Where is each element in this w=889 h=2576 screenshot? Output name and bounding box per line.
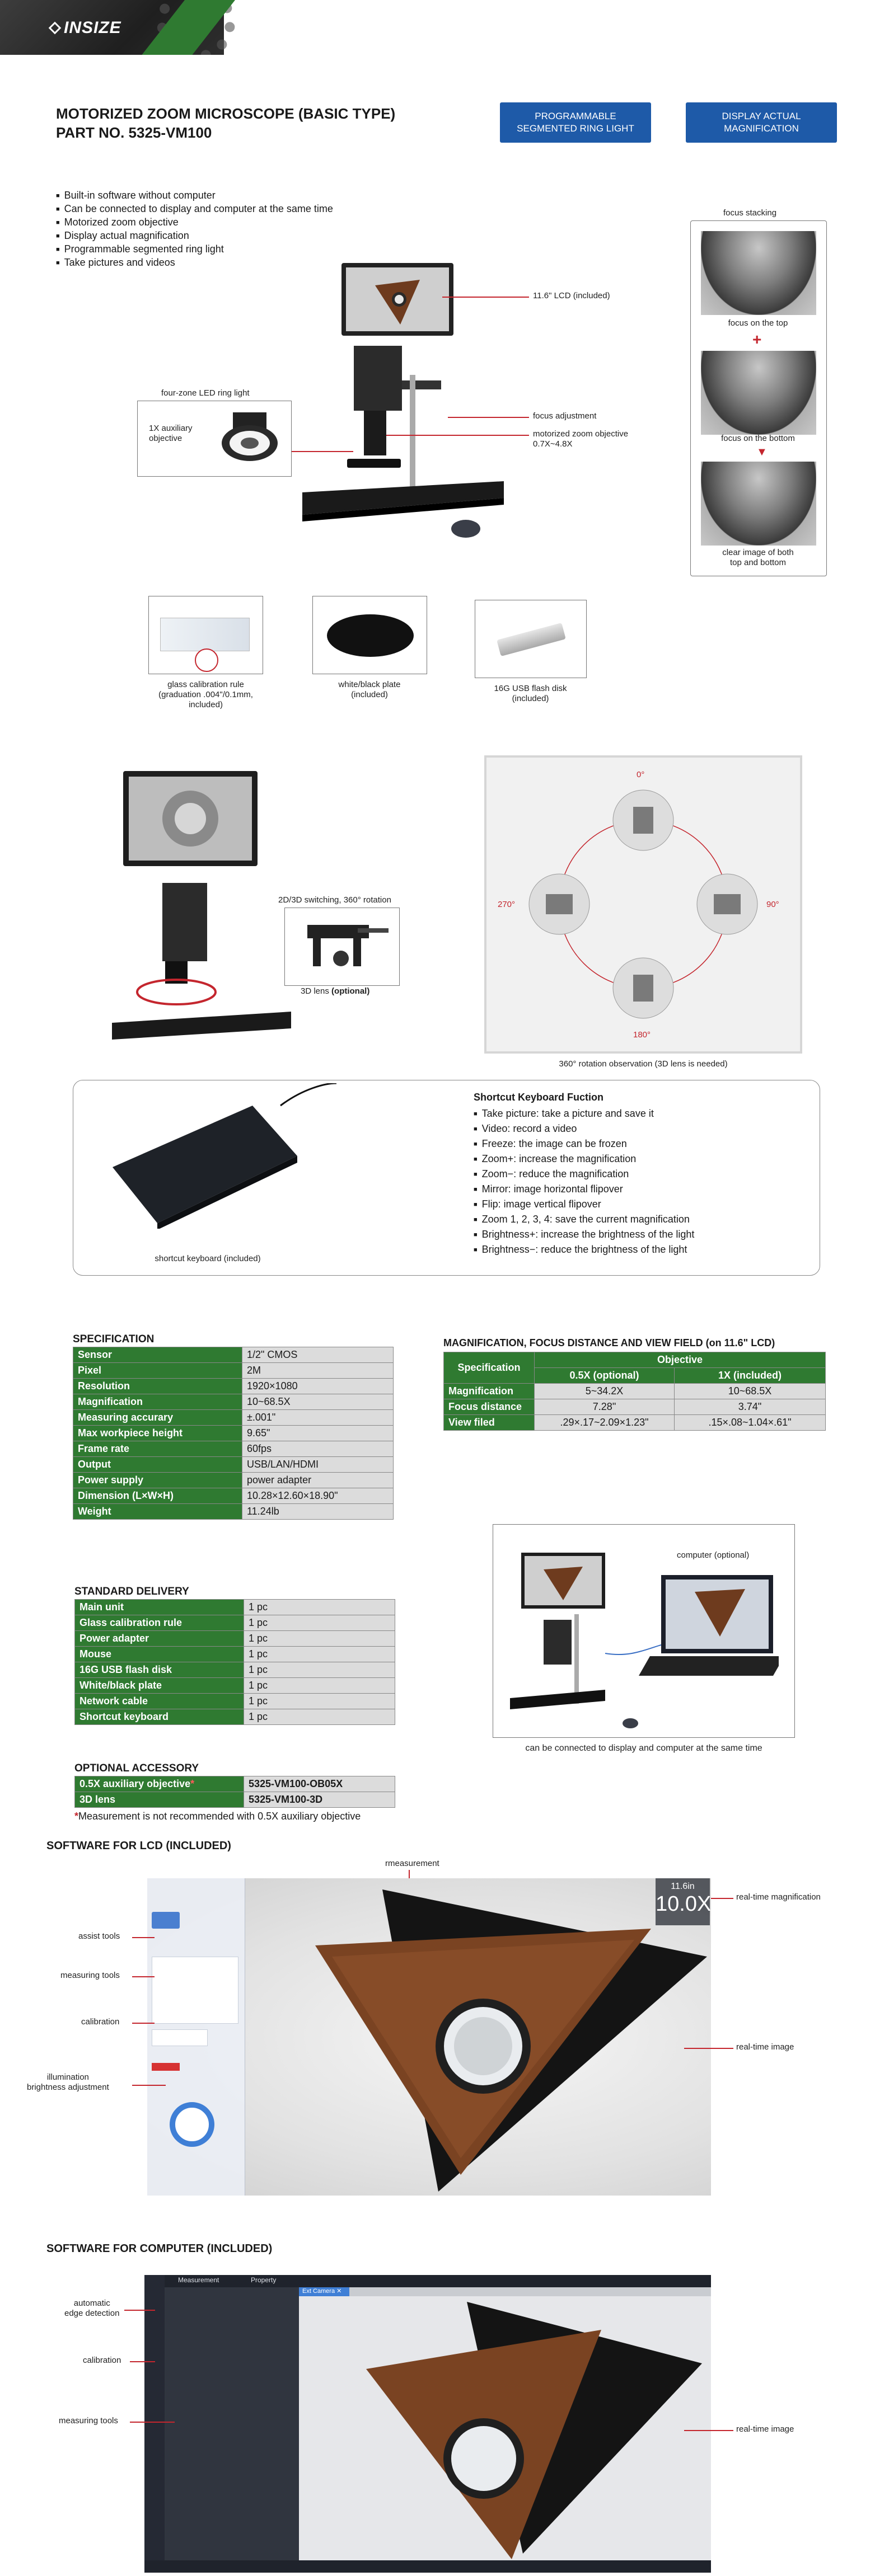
focus-adjust-label: focus adjustment (533, 411, 597, 421)
record-indicator (152, 2063, 180, 2071)
tab-property[interactable]: Property (251, 2276, 277, 2284)
magnification-table (443, 1352, 826, 1431)
calibration-callout: calibration (81, 2017, 120, 2027)
table-row: 0.5X auxiliary objective* 5325-VM100-OB05X (75, 1776, 395, 1792)
rotation-panel (484, 755, 802, 1054)
software-pc-heading: SOFTWARE FOR COMPUTER (INCLUDED) (46, 2243, 273, 2255)
table-row: Power supply power adapter (73, 1473, 394, 1488)
table-row: 3D lens 5325-VM100-3D (75, 1792, 395, 1808)
aux-objective-leader (292, 451, 353, 452)
zoom-objective-label: motorized zoom objective 0.7X~4.8X (533, 429, 629, 449)
3d-lens-photo (291, 919, 391, 970)
product-title (56, 104, 395, 142)
table-row: Max workpiece height 9.65" (73, 1426, 394, 1441)
pc-live-image (299, 2296, 711, 2560)
table-row: Frame rate 60fps (73, 1441, 394, 1457)
keyboard-function-item: ■ Brightness−: reduce the brightness of the light (474, 1242, 694, 1257)
lcd-leader (442, 297, 529, 298)
lcd-toolbar-panel (147, 1878, 245, 2196)
table-row: View filed .29×.17~2.09×1.23" .15×.08~1.04×.61" (444, 1415, 826, 1431)
pc-calibration-leader (130, 2361, 155, 2362)
specification-heading: SPECIFICATION (73, 1333, 155, 1345)
standard-delivery-heading: STANDARD DELIVERY (74, 1586, 189, 1597)
keyboard-title: Shortcut Keyboard Fuction (474, 1092, 604, 1103)
insize-logo (50, 17, 146, 39)
pc-realtime-image-leader (684, 2430, 733, 2431)
measurement-note: *Measurement is not recommended with 0.5X auxiliary objective (74, 1811, 361, 1822)
magnification-readout: 11.6in 10.0X (656, 1878, 710, 1925)
angle-label-180: 180° (633, 1030, 651, 1040)
pc-calibration-callout: calibration (83, 2356, 121, 2365)
table-row: 16G USB flash disk 1 pc (75, 1662, 395, 1678)
header-banner (0, 0, 889, 55)
zoom-objective-leader (386, 435, 529, 436)
3d-lens-label: 3D lens (optional) (301, 986, 370, 996)
calibration-field[interactable] (152, 2029, 208, 2046)
optional-accessory-heading: OPTIONAL ACCESSORY (74, 1762, 199, 1774)
focus-adjust-leader (448, 417, 529, 418)
realtime-image-leader (684, 2048, 733, 2049)
magnification-heading: MAGNIFICATION, FOCUS DISTANCE AND VIEW FIELD (on 11.6" LCD) (443, 1337, 775, 1348)
logo-text: INSIZE (64, 18, 121, 37)
tab-measurement[interactable]: Measurement (178, 2276, 219, 2284)
badge-ring-light: PROGRAMMABLE SEGMENTED RING LIGHT (500, 102, 651, 143)
table-row: Output USB/LAN/HDMI (73, 1457, 394, 1473)
keyboard-function-item: ■ Zoom−: reduce the magnification (474, 1167, 694, 1182)
computer-connect-caption: can be connected to display and computer at the same time (525, 1743, 762, 1753)
keyboard-function-list (474, 1106, 694, 1257)
keyboard-illustration (113, 1083, 336, 1229)
focus-stacking-title: focus stacking (723, 208, 777, 218)
3d-lens-inset (284, 908, 400, 986)
part-number: PART NO. 5325-VM100 (56, 124, 212, 141)
table-row: Focus distance 7.28" 3.74" (444, 1399, 826, 1415)
camera-tab[interactable]: Ext Camera ✕ (299, 2287, 349, 2296)
aux-objective-label: 1X auxiliary objective (149, 424, 193, 443)
table-row: Power adapter 1 pc (75, 1631, 395, 1647)
calibration-leader (132, 2023, 155, 2024)
tire-photo-top (701, 231, 816, 315)
table-row: 0.5X (optional) 1X (included) (444, 1368, 826, 1384)
keyboard-function-item: ■ Flip: image vertical flipover (474, 1197, 694, 1212)
specification-table (73, 1347, 394, 1520)
ring-light-label: four-zone LED ring light (161, 388, 250, 398)
auto-edge-leader (124, 2310, 155, 2311)
feature-item: ■ Can be connected to display and computer at the same time (56, 203, 333, 216)
pc-measurement-panel[interactable] (165, 2287, 299, 2560)
computer-connect-panel (493, 1524, 795, 1738)
lcd-label: 11.6" LCD (included) (533, 291, 610, 300)
realtime-mag-callout: real-time magnification (736, 1892, 821, 1902)
table-row: Measuring accurary ±.001" (73, 1410, 394, 1426)
rotation-diagram (486, 758, 800, 1051)
glass-rule-caption: glass calibration rule (graduation .004"/0.1mm, included) (158, 680, 253, 709)
assist-tools-callout: assist tools (78, 1931, 120, 1941)
measuring-tools-grid[interactable] (152, 1957, 238, 2024)
angle-label-90: 90° (766, 900, 779, 909)
table-row: Shortcut keyboard 1 pc (75, 1709, 395, 1725)
usb-disk-photo (475, 600, 587, 678)
realtime-mag-leader (711, 1898, 733, 1899)
measurement-callout: rmeasurement (385, 1859, 439, 1868)
pc-measuring-leader (130, 2422, 175, 2423)
keyboard-function-item: ■ Video: record a video (474, 1121, 694, 1136)
white-black-plate-photo (312, 596, 427, 674)
keyboard-caption: shortcut keyboard (included) (155, 1254, 261, 1263)
feature-item: ■ Display actual magnification (56, 229, 333, 243)
tire-photo-clear (701, 462, 816, 546)
table-row: Magnification 5~34.2X 10~68.5X (444, 1384, 826, 1399)
usb-caption: 16G USB flash disk (included) (494, 684, 567, 703)
focus-top-caption: focus on the top (728, 318, 788, 328)
table-row: White/black plate 1 pc (75, 1678, 395, 1694)
computer-label: computer (optional) (677, 1550, 750, 1560)
arrow-down-icon: ▼ (756, 446, 768, 458)
focus-bottom-caption: focus on the bottom (721, 434, 795, 443)
keyboard-function-item: ■ Zoom 1, 2, 3, 4: save the current magnification (474, 1212, 694, 1227)
keyboard-function-item: ■ Mirror: image horizontal flipover (474, 1182, 694, 1197)
table-row: Sensor 1/2" CMOS (73, 1347, 394, 1363)
table-row: Mouse 1 pc (75, 1647, 395, 1662)
switching-label: 2D/3D switching, 360° rotation (278, 895, 391, 905)
ring-light-inset (137, 401, 292, 477)
focus-stacking-panel (690, 220, 827, 576)
microscope-3d-illustration (106, 771, 302, 1051)
magnifier-circle-icon (195, 648, 218, 672)
illumination-leader (132, 2085, 166, 2086)
pc-live-view (299, 2287, 711, 2560)
table-row: Main unit 1 pc (75, 1600, 395, 1615)
pc-left-rail (144, 2275, 165, 2573)
logo-diamond-icon (49, 22, 62, 35)
badge-actual-magnification: DISPLAY ACTUAL MAGNIFICATION (686, 102, 837, 143)
assist-tools-leader (132, 1937, 155, 1938)
table-row: Dimension (L×W×H) 10.28×12.60×18.90" (73, 1488, 394, 1504)
feature-item: ■ Take pictures and videos (56, 256, 333, 270)
keyboard-function-item: ■ Freeze: the image can be frozen (474, 1136, 694, 1151)
table-row: Glass calibration rule 1 pc (75, 1615, 395, 1631)
table-row: Weight 11.24lb (73, 1504, 394, 1520)
realtime-image-callout: real-time image (736, 2042, 794, 2052)
software-lcd-heading: SOFTWARE FOR LCD (INCLUDED) (46, 1840, 231, 1852)
plus-icon: + (752, 331, 762, 348)
table-row: Pixel 2M (73, 1363, 394, 1379)
table-row: Network cable 1 pc (75, 1694, 395, 1709)
assist-tools-button[interactable] (152, 1912, 180, 1929)
feature-item: ■ Programmable segmented ring light (56, 243, 333, 256)
keyboard-function-item: ■ Zoom+: increase the magnification (474, 1151, 694, 1167)
table-row: Magnification 10~68.5X (73, 1394, 394, 1410)
auto-edge-callout: automatic edge detection (64, 2298, 120, 2318)
measuring-tools-leader (132, 1976, 155, 1977)
pc-menu-bar (144, 2275, 711, 2287)
tire-photo-bottom (701, 351, 816, 435)
measuring-tools-callout: measuring tools (60, 1971, 120, 1980)
keyboard-function-item: ■ Take picture: take a picture and save it (474, 1106, 694, 1121)
optional-accessory-table (74, 1776, 395, 1808)
illumination-callout: illumination brightness adjustment (27, 2072, 109, 2092)
pc-status-bar (144, 2560, 711, 2573)
keyboard-function-item: ■ Brightness+: increase the brightness of the light (474, 1227, 694, 1242)
angle-label-0: 0° (637, 770, 645, 779)
pc-realtime-image-callout: real-time image (736, 2424, 794, 2434)
pc-measuring-callout: measuring tools (59, 2416, 118, 2425)
table-row: Specification Objective (444, 1352, 826, 1368)
focus-clear-caption: clear image of both top and bottom (722, 548, 794, 567)
computer-connect-illustration (510, 1541, 779, 1732)
ring-light-photo (216, 412, 283, 466)
lcd-software-screen (147, 1878, 711, 2196)
angle-label-270: 270° (498, 900, 516, 909)
glass-rule-photo (148, 596, 263, 674)
rotation-caption: 360° rotation observation (3D lens is needed) (559, 1059, 728, 1069)
feature-item: ■ Built-in software without computer (56, 189, 333, 203)
feature-item: ■ Motorized zoom objective (56, 216, 333, 229)
illumination-dial[interactable] (170, 2102, 214, 2147)
microscope-illustration (291, 252, 515, 543)
table-row: Resolution 1920×1080 (73, 1379, 394, 1394)
keyboard-panel (73, 1080, 820, 1276)
standard-delivery-table (74, 1599, 395, 1725)
product-title-line1: MOTORIZED ZOOM MICROSCOPE (BASIC TYPE) (56, 105, 396, 122)
pc-software-window (144, 2275, 711, 2573)
plate-caption: white/black plate (included) (338, 680, 401, 699)
